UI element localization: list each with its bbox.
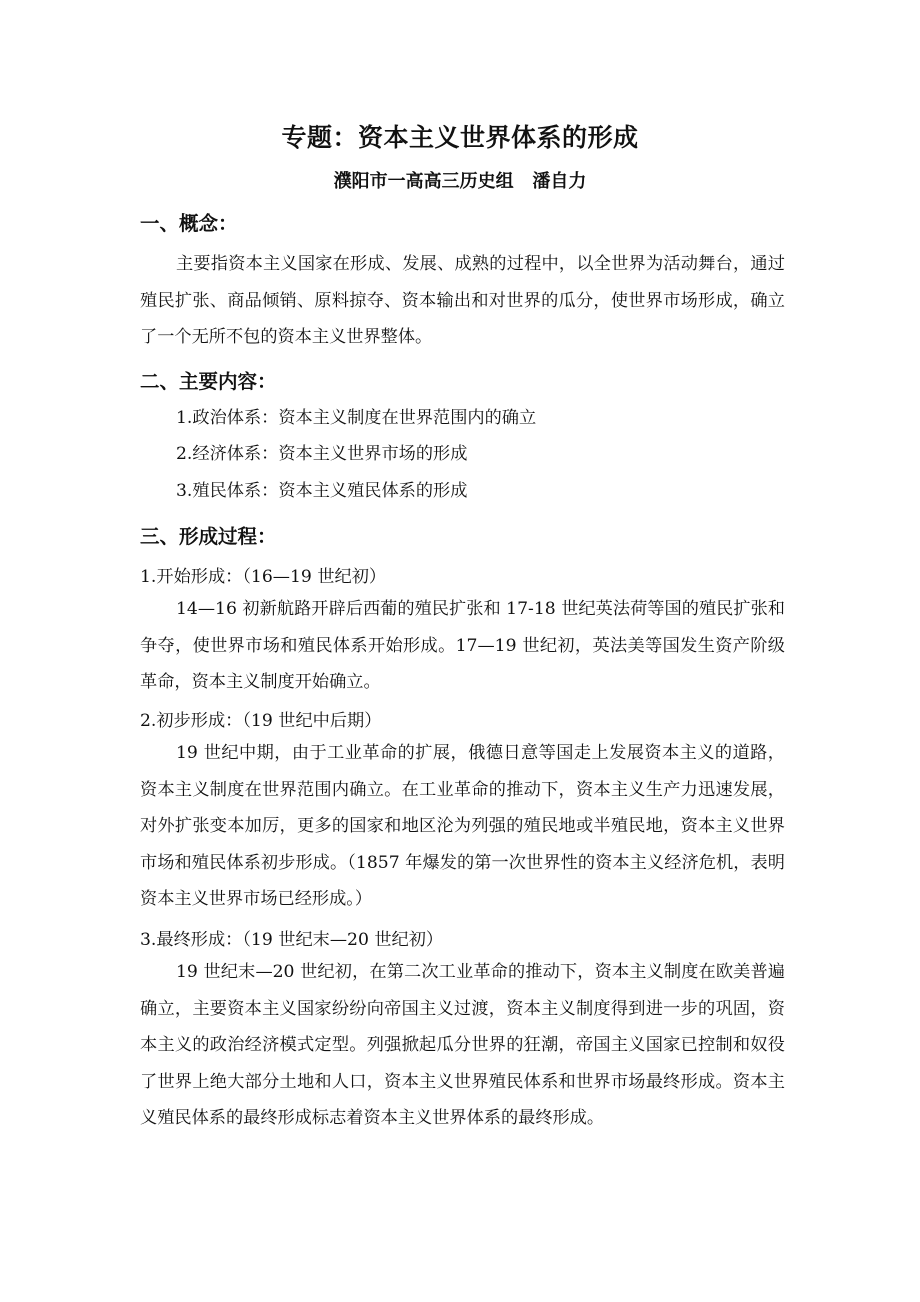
document-title: 专题：资本主义世界体系的形成 (281, 123, 639, 152)
content-item-political: 1.政治体系：资本主义制度在世界范围内的确立 (176, 408, 537, 428)
stage-paragraph-beginning: 14—16 初新航路开辟后西葡的殖民扩张和 17-18 世纪英法荷等国的殖民扩张和争夺，使世界市场和殖民体系开始形成。17—19 世纪初，英法美等国发生资产阶级革命，资本主义制度开始确立。 (140, 599, 785, 692)
concept-paragraph: 主要指资本主义国家在形成、发展、成熟的过程中，以全世界为活动舞台，通过殖民扩张、商品倾销、原料掠夺、资本输出和对世界的瓜分，使世界市场形成，确立了一个无所不包的资本主义世界整体。 (140, 254, 785, 347)
author-line: 濮阳市一高高三历史组 潘自力 (333, 171, 587, 192)
stage-label-beginning: 1.开始形成：（16—19 世纪初） (140, 567, 387, 587)
section-heading-concept: 一、概念： (140, 212, 238, 235)
section-heading-process: 三、形成过程： (140, 525, 277, 548)
stage-label-initial: 2.初步形成：（19 世纪中后期） (140, 711, 382, 731)
stage-paragraph-final: 19 世纪末—20 世纪初，在第二次工业革命的推动下，资本主义制度在欧美普遍确立，主要资本主义国家纷纷向帝国主义过渡，资本主义制度得到进一步的巩固，资本主义的政治经济模式定型。列强掀起瓜分世界的狂潮，帝国主义国家已控制和奴役了世界上绝大部分土地和人口，资本主义世界殖民体系和世界市场最终形成。资本主义殖民体系的最终形成标志着资本主义世界体系的最终形成。 (140, 962, 785, 1128)
content-item-economic: 2.经济体系：资本主义世界市场的形成 (176, 444, 468, 464)
content-item-colonial: 3.殖民体系：资本主义殖民体系的形成 (176, 481, 468, 501)
stage-paragraph-initial: 19 世纪中期，由于工业革命的扩展，俄德日意等国走上发展资本主义的道路，资本主义制度在世界范围内确立。在工业革命的推动下，资本主义生产力迅速发展，对外扩张变本加厉，更多的国家和地区沦为列强的殖民地或半殖民地，资本主义世界市场和殖民体系初步形成。（1857 年爆发的第一次世界性的资本主义经济危机，表明资本主义世界市场已经形成。） (140, 743, 785, 909)
stage-label-final: 3.最终形成：（19 世纪末—20 世纪初） (140, 930, 444, 950)
section-heading-content: 二、主要内容： (140, 370, 277, 393)
